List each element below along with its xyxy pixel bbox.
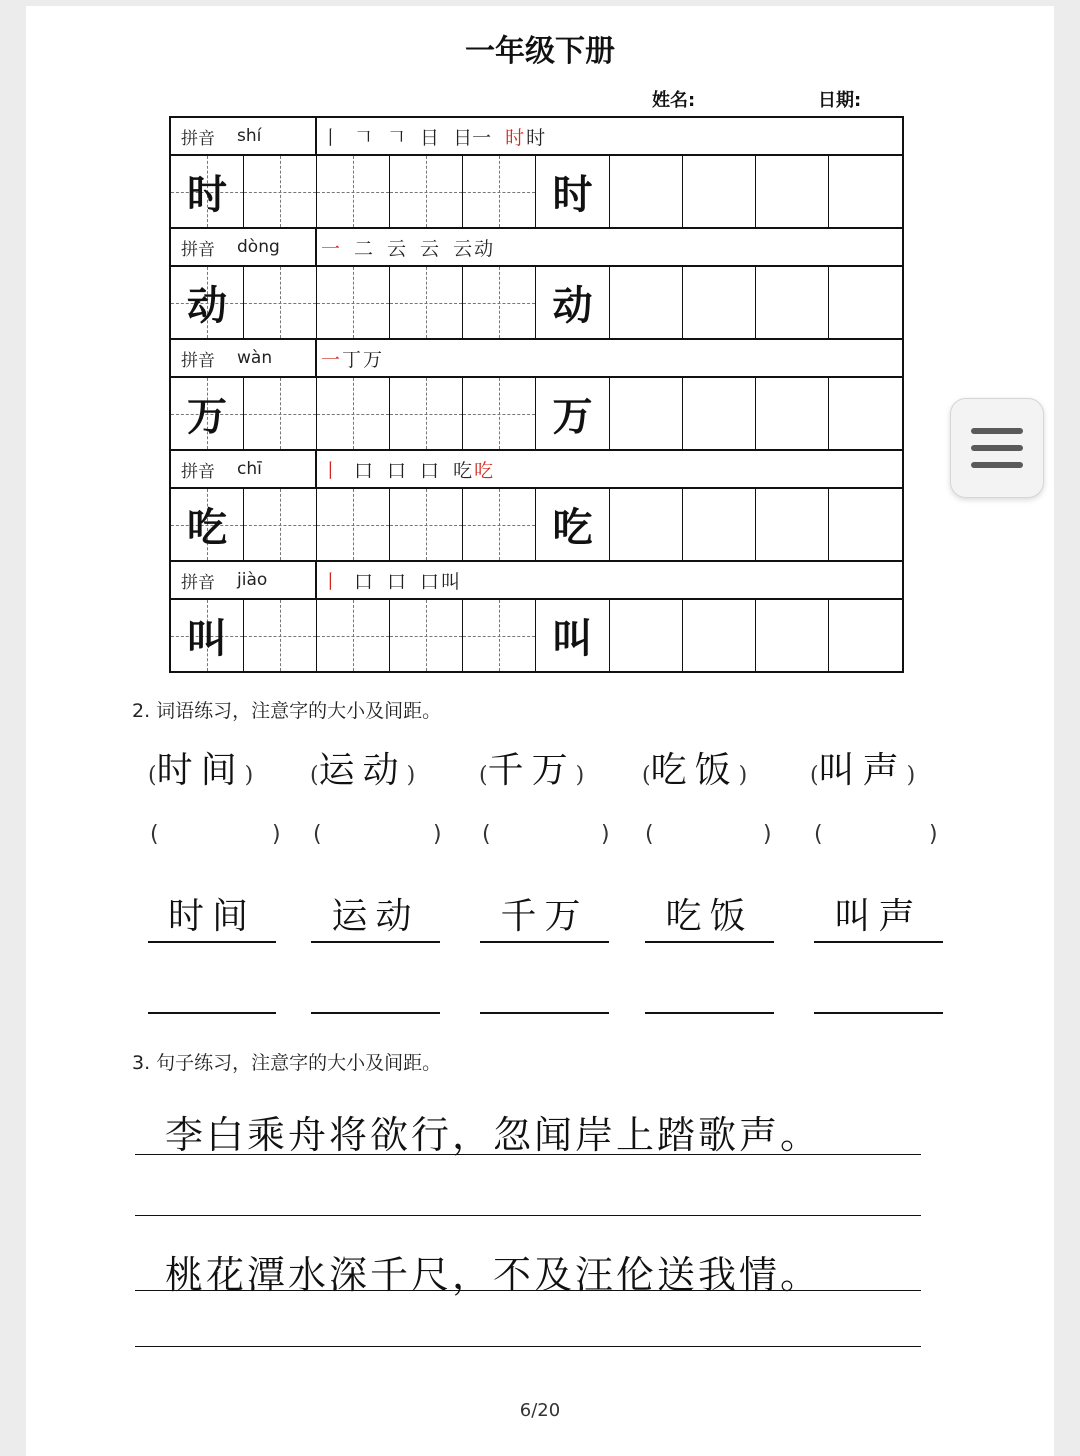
practice-cell[interactable] (463, 378, 536, 449)
practice-cell[interactable] (829, 156, 902, 227)
practice-cell[interactable] (756, 267, 829, 338)
practice-cell[interactable] (756, 600, 829, 671)
pinyin-row (169, 227, 904, 265)
pinyin-row (169, 560, 904, 598)
practice-cell[interactable] (610, 267, 683, 338)
page-number: 6/20 (519, 1400, 561, 1421)
stroke-step: 口 (387, 570, 407, 593)
pinyin-text: chī (237, 459, 262, 479)
stroke-order (317, 234, 493, 261)
stroke-step: 时 (526, 126, 546, 149)
model-cell (171, 489, 244, 560)
practice-cell[interactable] (829, 267, 902, 338)
practice-cell[interactable] (390, 600, 463, 671)
model-cell (536, 378, 609, 449)
word-with-paren: (千万) (479, 750, 585, 791)
sentence-line (135, 1290, 921, 1291)
char-row (169, 487, 904, 560)
practice-cell[interactable] (463, 489, 536, 560)
stroke-step: 丨 (321, 126, 341, 149)
pinyin-label: 拼音 (181, 128, 215, 149)
stroke-order (317, 123, 545, 150)
model-char: 时 (187, 171, 228, 218)
practice-cell[interactable] (610, 489, 683, 560)
practice-cell[interactable] (683, 156, 756, 227)
pinyin-label: 拼音 (181, 461, 215, 482)
stroke-step: 云 (387, 237, 407, 260)
model-char: 叫 (187, 615, 228, 662)
sentence-1: 李白乘舟将欲行，忽闻岸上踏歌声。 (165, 1113, 822, 1157)
underlined-word: 时间 (148, 888, 276, 943)
model-char: 动 (187, 282, 228, 329)
stroke-step: 口 (354, 459, 374, 482)
model-char: 万 (187, 393, 228, 440)
hamburger-menu-icon (970, 423, 1024, 473)
section-3-heading: 3. 句子练习，注意字的大小及间距。 (132, 1052, 442, 1074)
paren-open: ( (150, 822, 159, 847)
model-cell (171, 600, 244, 671)
practice-cell[interactable] (829, 489, 902, 560)
model-char: 叫 (552, 615, 593, 662)
paren-close: ) (433, 822, 442, 847)
name-label: 姓名: (652, 90, 696, 111)
paren-close: ) (763, 822, 772, 847)
stroke-step: 万 (363, 348, 383, 371)
practice-cell[interactable] (463, 267, 536, 338)
char-row (169, 598, 904, 673)
practice-cell[interactable] (756, 378, 829, 449)
paren-close: ) (601, 822, 610, 847)
word-writing-line[interactable] (148, 1012, 276, 1014)
stroke-step: 动 (474, 237, 494, 260)
underlined-word: 叫声 (814, 888, 943, 943)
page-title: 一年级下册 (465, 34, 615, 69)
stroke-step: 二 (354, 237, 374, 260)
practice-cell[interactable] (317, 600, 390, 671)
underlined-word: 千万 (480, 888, 609, 943)
practice-cell[interactable] (317, 156, 390, 227)
paren-open: ( (814, 822, 823, 847)
paren-open: ( (313, 822, 322, 847)
practice-cell[interactable] (756, 489, 829, 560)
char-row (169, 265, 904, 338)
practice-cell[interactable] (463, 600, 536, 671)
practice-cell[interactable] (317, 489, 390, 560)
underlined-word: 运动 (311, 888, 440, 943)
pinyin-text: wàn (237, 348, 273, 368)
stroke-step: 吃 (474, 459, 494, 482)
practice-cell[interactable] (683, 267, 756, 338)
stroke-step: 口 (420, 570, 440, 593)
model-cell (171, 156, 244, 227)
model-cell (171, 267, 244, 338)
stroke-step: 日 (420, 126, 440, 149)
sentence-writing-line[interactable] (135, 1215, 921, 1216)
practice-cell[interactable] (829, 600, 902, 671)
model-char: 吃 (187, 504, 228, 551)
model-cell (536, 489, 609, 560)
char-row (169, 154, 904, 227)
practice-cell[interactable] (610, 156, 683, 227)
sentence-writing-line[interactable] (135, 1346, 921, 1347)
stroke-step: 云 (420, 237, 440, 260)
stroke-step: 叫 (441, 570, 461, 593)
sentence-line (135, 1154, 921, 1155)
practice-cell[interactable] (610, 378, 683, 449)
stroke-order (317, 567, 460, 594)
model-char: 吃 (552, 504, 593, 551)
stroke-step: 口 (387, 459, 407, 482)
paren-open: ( (482, 822, 491, 847)
practice-cell[interactable] (390, 378, 463, 449)
word-with-paren: (运动) (310, 750, 416, 791)
paren-close: ) (272, 822, 281, 847)
sentence-2: 桃花潭水深千尺，不及汪伦送我情。 (165, 1253, 822, 1297)
stroke-step: 丁 (342, 348, 362, 371)
model-cell (536, 267, 609, 338)
stroke-step: 𠃍 (387, 126, 407, 149)
pinyin-row (169, 338, 904, 376)
pinyin-row (169, 449, 904, 487)
stroke-step: 日一 (453, 126, 492, 149)
word-writing-line[interactable] (814, 1012, 943, 1014)
model-cell (536, 600, 609, 671)
practice-cell[interactable] (683, 378, 756, 449)
word-writing-line[interactable] (311, 1012, 440, 1014)
practice-cell[interactable] (756, 156, 829, 227)
pinyin-label: 拼音 (181, 572, 215, 593)
paren-close: ) (929, 822, 938, 847)
practice-cell[interactable] (829, 378, 902, 449)
pinyin-text: dòng (237, 237, 280, 257)
model-cell (536, 156, 609, 227)
pinyin-label: 拼音 (181, 350, 215, 371)
stroke-step: 𠃍 (354, 126, 374, 149)
underlined-word: 吃饭 (645, 888, 774, 943)
practice-cell[interactable] (244, 378, 317, 449)
word-writing-line[interactable] (480, 1012, 609, 1014)
stroke-step: 时 (505, 126, 525, 149)
stroke-step: 一 (321, 237, 341, 260)
pinyin-text: jiào (237, 570, 268, 590)
word-with-paren: (时间) (148, 750, 254, 791)
stroke-step: 吃 (453, 459, 473, 482)
practice-cell[interactable] (244, 267, 317, 338)
stroke-step: 一 (321, 348, 341, 371)
model-char: 动 (552, 282, 593, 329)
pinyin-text: shí (237, 126, 262, 146)
floating-menu-button[interactable] (950, 398, 1044, 498)
pinyin-label: 拼音 (181, 239, 215, 260)
practice-cell[interactable] (317, 267, 390, 338)
model-cell (171, 378, 244, 449)
stroke-step: 丨 (321, 570, 341, 593)
stroke-step: 云 (453, 237, 473, 260)
practice-cell[interactable] (390, 156, 463, 227)
word-with-paren: (叫声) (810, 750, 916, 791)
practice-cell[interactable] (463, 156, 536, 227)
stroke-step: 口 (354, 570, 374, 593)
section-2-heading: 2. 词语练习，注意字的大小及间距。 (132, 700, 442, 722)
stroke-order (317, 456, 493, 483)
practice-cell[interactable] (683, 600, 756, 671)
word-writing-line[interactable] (645, 1012, 774, 1014)
stroke-step: 丨 (321, 459, 341, 482)
practice-cell[interactable] (390, 267, 463, 338)
practice-cell[interactable] (317, 378, 390, 449)
practice-cell[interactable] (683, 489, 756, 560)
word-with-paren: (吃饭) (642, 750, 748, 791)
practice-cell[interactable] (244, 489, 317, 560)
practice-cell[interactable] (390, 489, 463, 560)
stroke-step: 口 (420, 459, 440, 482)
stroke-order (317, 345, 382, 372)
character-practice-grid (169, 116, 904, 673)
practice-cell[interactable] (244, 156, 317, 227)
date-label: 日期: (818, 90, 862, 111)
paren-open: ( (645, 822, 654, 847)
char-row (169, 376, 904, 449)
pinyin-row (169, 116, 904, 154)
model-char: 万 (552, 393, 593, 440)
practice-cell[interactable] (244, 600, 317, 671)
practice-cell[interactable] (610, 600, 683, 671)
model-char: 时 (552, 171, 593, 218)
